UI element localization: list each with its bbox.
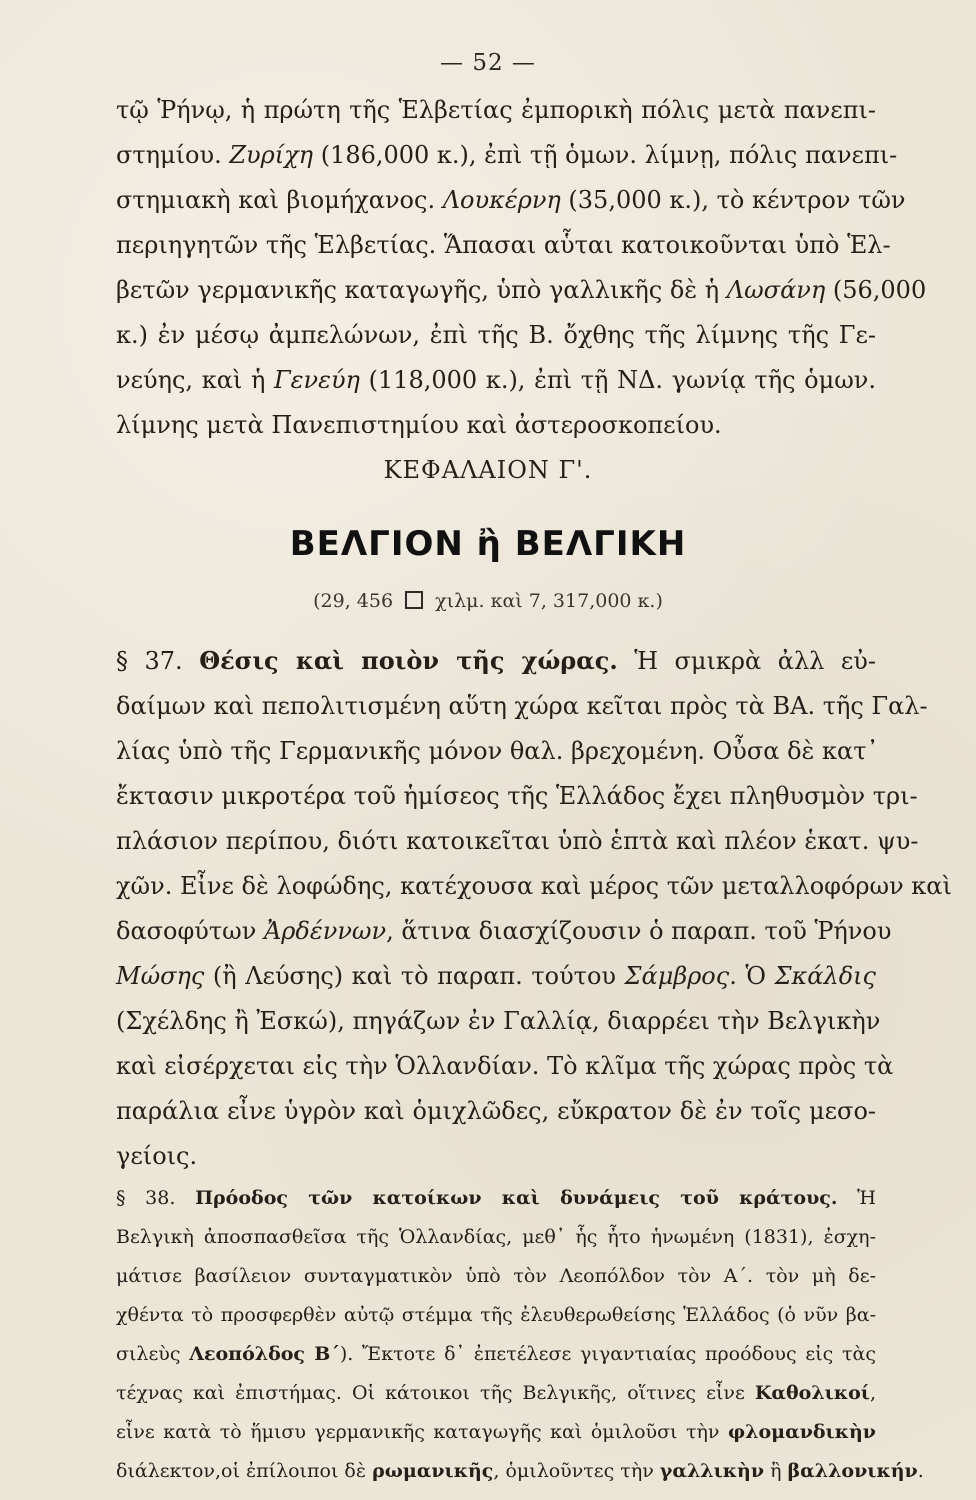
top-line-4: περιηγητῶν τῆς Ἑλβετίας. Ἅπασαι αὗται κατοικοῦνται ὑπὸ Ἑλ- bbox=[116, 231, 891, 259]
top-line-6: κ.) ἐν μέσῳ ἀμπελώνων, ἐπὶ τῆς Β. ὄχθης τῆς λίμνης τῆς Γε- bbox=[116, 321, 876, 349]
section37-line-6: χῶν. Εἶνε δὲ λοφώδης, κατέχουσα καὶ μέρος τῶν μεταλλοφόρων καὶ bbox=[116, 872, 952, 900]
section37-line-12: γείοις. bbox=[116, 1142, 198, 1170]
section38-line-8: διάλεκτον,οἱ ἐπίλοιποι δὲ ρωμανικῆς, ὁμιλοῦντες τὴν γαλλικὴν ἢ βαλλονικήν. bbox=[116, 1460, 924, 1482]
section37-line-5: πλάσιον περίπου, διότι κατοικεῖται ὑπὸ ἑπτὰ καὶ πλέον ἑκατ. ψυ- bbox=[116, 827, 919, 855]
section37-line-7: δασοφύτων Ἀρδέννων, ἅτινα διασχίζουσιν ὁ παραπ. τοῦ Ῥήνου bbox=[116, 917, 892, 945]
section38-line-3: μάτισε βασίλειον συνταγματικὸν ὑπὸ τὸν Λεοπόλδον τὸν Α΄. τὸν μὴ δε- bbox=[116, 1265, 876, 1287]
section37-line-11: παράλια εἶνε ὑγρὸν καὶ ὁμιχλῶδες, εὔκρατον δὲ ἐν τοῖς μεσο- bbox=[116, 1097, 876, 1125]
page-number: — 52 — bbox=[440, 50, 536, 76]
section37-line-10: καὶ εἰσέρχεται εἰς τὴν Ὁλλανδίαν. Τὸ κλῖμα τῆς χώρας πρὸς τὰ bbox=[116, 1052, 894, 1080]
square-icon bbox=[405, 591, 423, 609]
top-line-8: λίμνης μετὰ Πανεπιστημίου καὶ ἀστεροσκοπείου. bbox=[116, 411, 722, 439]
section38-line-2: Βελγικὴ ἀποσπασθεῖσα τῆς Ὁλλανδίας, μεθ᾽ ἧς ἦτο ἡνωμένη (1831), ἐσχη- bbox=[116, 1226, 876, 1248]
section37-line-2: δαίμων καὶ πεπολιτισμένη αὕτη χώρα κεῖται πρὸς τὰ ΒΑ. τῆς Γαλ- bbox=[116, 692, 928, 720]
top-line-3: στημιακὴ καὶ βιομήχανος. Λουκέρνη (35,000 κ.), τὸ κέντρον τῶν bbox=[116, 186, 906, 214]
section37-line-4: ἔκτασιν μικροτέρα τοῦ ἡμίσεος τῆς Ἑλλάδος ἔχει πληθυσμὸν τρι- bbox=[116, 782, 918, 810]
section37-line-3: λίας ὑπὸ τῆς Γερμανικῆς μόνον θαλ. βρεχομένη. Οὖσα δὲ κατ᾽ bbox=[116, 737, 879, 765]
section38-line-5: σιλεὺς Λεοπόλδος Β΄). Ἔκτοτε δ᾽ ἐπετέλεσε γιγαντιαίας προόδους εἰς τὰς bbox=[116, 1343, 876, 1365]
section37-line-8: Μώσης (ἢ Λεύσης) καὶ τὸ παραπ. τούτου Σάμβρος. Ὁ Σκάλδις bbox=[116, 962, 876, 990]
section37-line-1: § 37. Θέσις καὶ ποιὸν τῆς χώρας. Ἡ σμικρὰ ἀλλ εὐ- bbox=[116, 646, 876, 675]
top-line-1: τῷ Ῥήνῳ, ἡ πρώτη τῆς Ἑλβετίας ἐμπορικὴ πόλις μετὰ πανεπι- bbox=[116, 96, 876, 124]
chapter-title: ΒΕΛΓΙΟΝ ἢ ΒΕΛΓΙΚΗ bbox=[289, 524, 687, 564]
section38-line-4: χθέντα τὸ προσφερθὲν αὐτῷ στέμμα τῆς ἐλευθερωθείσης Ἑλλάδος (ὁ νῦν βα- bbox=[116, 1304, 876, 1326]
top-line-5: βετῶν γερμανικῆς καταγωγῆς, ὑπὸ γαλλικῆς δὲ ἡ Λωσάνη (56,000 bbox=[116, 276, 927, 304]
top-line-7: νεύης, καὶ ἡ Γενεύη (118,000 κ.), ἐπὶ τῇ ΝΔ. γωνίᾳ τῆς ὁμων. bbox=[116, 366, 876, 394]
section38-line-6: τέχνας καὶ ἐπιστήμας. Οἱ κάτοικοι τῆς Βελγικῆς, οἵτινες εἶνε Καθολικοί, bbox=[116, 1382, 876, 1404]
top-line-2: στημίου. Ζυρίχη (186,000 κ.), ἐπὶ τῇ ὁμων. λίμνῃ, πόλις πανεπι- bbox=[116, 141, 898, 169]
section38-line-1: § 38. Πρόοδος τῶν κατοίκων καὶ δυνάμεις τοῦ κράτους. Ἡ bbox=[116, 1187, 877, 1209]
chapter-area: (29, 456 χιλμ. καὶ 7, 317,000 κ.) bbox=[313, 590, 663, 612]
section38-line-7: εἶνε κατὰ τὸ ἥμισυ γερμανικῆς καταγωγῆς καὶ ὁμιλοῦσι τὴν φλομανδικὴν bbox=[116, 1421, 876, 1443]
section37-line-9: (Σχέλδης ἢ Ἐσκώ), πηγάζων ἐν Γαλλίᾳ, διαρρέει τὴν Βελγικὴν bbox=[116, 1007, 881, 1035]
chapter-label: ΚΕΦΑΛΑΙΟΝ Γ'. bbox=[383, 456, 593, 484]
